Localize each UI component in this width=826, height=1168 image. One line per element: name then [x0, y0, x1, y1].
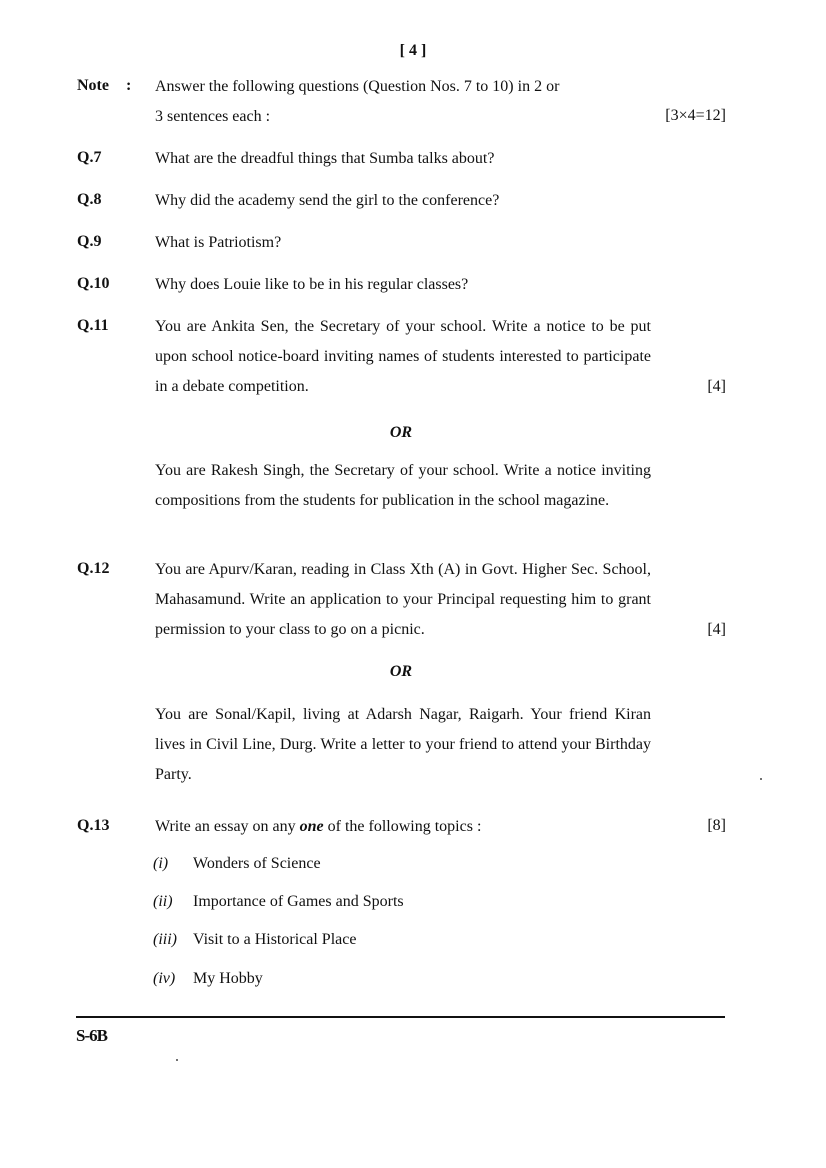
topic-text: Wonders of Science [193, 855, 321, 872]
scan-speck [176, 1059, 178, 1061]
question-alternative-text: You are Rakesh Singh, the Secretary of your school. Write a notice inviting compositions from the students for publication in the school magazine. [155, 462, 651, 509]
question-text: You are Apurv/Karan, reading in Class Xth (A) in Govt. Higher Sec. School, Mahasamund. Write an application to your Principal requesting him to grant permission to your class to go on a picnic. [155, 561, 651, 638]
question-text: What are the dreadful things that Sumba talks about? [155, 150, 495, 167]
paper-code: S-6B [76, 1026, 107, 1045]
topic-text: My Hobby [193, 970, 263, 987]
question-label: Q.11 [77, 317, 109, 334]
question-text: What is Patriotism? [155, 234, 282, 251]
question-text-emphasis: one [299, 818, 324, 835]
or-divider: OR [389, 663, 413, 680]
question-label: Q.8 [77, 191, 102, 208]
question-marks: [4] [707, 378, 726, 395]
topic-number: (iii) [153, 931, 177, 948]
question-alternative-text: You are Sonal/Kapil, living at Adarsh Nagar, Raigarh. Your friend Kiran lives in Civil Line, Durg. Write a letter to your friend to attend your Birthday Party. [155, 706, 651, 783]
question-label: Q.12 [77, 560, 110, 577]
topic-text: Visit to a Historical Place [193, 931, 357, 948]
question-marks: [4] [707, 621, 726, 638]
question-text [155, 812, 675, 842]
question-marks: [8] [707, 817, 726, 834]
scan-speck [760, 778, 762, 780]
topic-number: (i) [153, 855, 169, 872]
note-line-1: Answer the following questions (Question Nos. 7 to 10) in 2 or [155, 78, 560, 95]
question-text: Why did the academy send the girl to the conference? [155, 192, 500, 209]
question-label: Q.7 [77, 149, 102, 166]
note-text [155, 72, 675, 132]
topic-number: (iv) [153, 970, 176, 987]
note-marks: [3×4=12] [665, 107, 726, 124]
topic-number: (ii) [153, 893, 173, 910]
question-text: You are Ankita Sen, the Secretary of your school. Write a notice to be put upon school notice-board inviting names of students interested to participate in a debate competition. [155, 318, 651, 395]
question-label: Q.13 [77, 817, 110, 834]
footer-divider [76, 1016, 725, 1018]
question-text-after: of the following topics : [323, 818, 482, 835]
or-divider: OR [389, 424, 413, 441]
question-label: Q.10 [77, 275, 110, 292]
question-text-before: Write an essay on any [155, 818, 300, 835]
topic-text: Importance of Games and Sports [193, 893, 404, 910]
note-label: Note [77, 77, 109, 94]
question-text: Why does Louie like to be in his regular classes? [155, 276, 469, 293]
note-line-2: 3 sentences each : [155, 108, 271, 125]
note-colon: : [126, 77, 132, 94]
question-label: Q.9 [77, 233, 102, 250]
page-number: [ 4 ] [399, 42, 427, 59]
